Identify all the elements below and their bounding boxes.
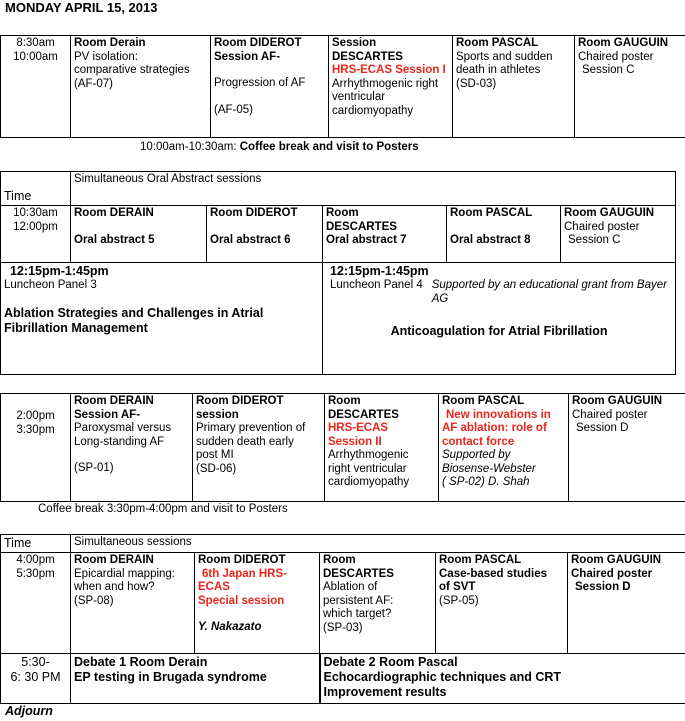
session-pascal: Room PASCAL Case-based studies of SVT (SP-05): [436, 553, 568, 654]
time-cell: 4:00pm 5:30pm: [1, 553, 71, 654]
time-header: Time: [1, 172, 71, 206]
session-diderot: Room DIDEROT session Primary prevention of sudden death early post MI (SD-06): [193, 394, 325, 502]
schedule-block-late: [0, 534, 685, 704]
schedule-block-morning: [0, 35, 685, 138]
session-gauguin: Room GAUGUIN Chaired poster Session D: [569, 394, 685, 502]
session-derain: Room DERAIN Epicardial mapping: when and how? (SP-08): [71, 553, 195, 654]
day-title: MONDAY APRIL 15, 2013: [5, 0, 158, 15]
schedule-block-oral: [0, 171, 676, 375]
session-diderot: Room DIDEROT Session AF- Progression of AF (AF-05): [211, 36, 329, 138]
session-descartes: Room DESCARTES Oral abstract 7: [323, 206, 447, 263]
coffee-break-1: 10:00am-10:30am: Coffee break and visit to Posters: [140, 141, 419, 153]
session-pascal: Room PASCAL New innovations in AF ablation: role of contact force Supported by Biosense-Webster ( SP-02) D. Shah: [439, 394, 569, 502]
session-descartes: Session DESCARTES HRS-ECAS Session I Arrhythmogenic right ventricular cardiomyopathy: [329, 36, 453, 138]
schedule-block-afternoon: [0, 393, 685, 502]
session-diderot: Room DIDEROT Oral abstract 6: [207, 206, 323, 263]
session-gauguin: Room GAUGUIN Chaired poster Session C: [561, 206, 676, 263]
debate-1: Debate 1 Room Derain EP testing in Brugada syndrome: [71, 654, 320, 704]
debate-2: Debate 2 Room Pascal Echocardiographic techniques and CRT Improvement results: [320, 654, 685, 704]
time-header: Time: [1, 535, 71, 553]
coffee-break-2: Coffee break 3:30pm-4:00pm and visit to Posters: [38, 503, 288, 515]
session-descartes: Room DESCARTES HRS-ECAS Session II Arrhythmogenic right ventricular cardiomyopathy: [325, 394, 439, 502]
luncheon-panel-3: 12:15pm-1:45pm Luncheon Panel 3 Ablation Strategies and Challenges in Atrial Fibrillation Management: [1, 263, 323, 375]
simultaneous-header: Simultaneous sessions: [71, 535, 685, 553]
luncheon-panel-4: 12:15pm-1:45pm Luncheon Panel 4 Supported by an educational grant from Bayer AG Anticoagulation for Atrial Fibrillation: [323, 263, 676, 375]
session-pascal: Room PASCAL Oral abstract 8: [447, 206, 561, 263]
session-pascal: Room PASCAL Sports and sudden death in athletes (SD-03): [453, 36, 575, 138]
session-diderot: Room DIDEROT 6th Japan HRS- ECAS Special session Y. Nakazato: [195, 553, 320, 654]
oral-header: Simultaneous Oral Abstract sessions: [71, 172, 676, 206]
time-cell: 10:30am 12:00pm: [1, 206, 71, 263]
adjourn-label: Adjourn: [5, 704, 53, 718]
session-gauguin: Room GAUGUIN Chaired poster Session D: [568, 553, 685, 654]
session-descartes: Room DESCARTES Ablation of persistent AF: which target? (SP-03): [320, 553, 436, 654]
debate-time: 5:30- 6: 30 PM: [1, 654, 71, 704]
time-cell: 8:30am 10:00am: [1, 36, 71, 138]
session-derain: Room Derain PV isolation: comparative strategies (AF-07): [71, 36, 211, 138]
session-gauguin: Room GAUGUIN Chaired poster Session C: [575, 36, 685, 138]
time-cell: 2:00pm 3:30pm: [1, 394, 71, 502]
session-derain: Room DERAIN Oral abstract 5: [71, 206, 207, 263]
session-derain: Room DERAIN Session AF- Paroxysmal versus Long-standing AF (SP-01): [71, 394, 193, 502]
